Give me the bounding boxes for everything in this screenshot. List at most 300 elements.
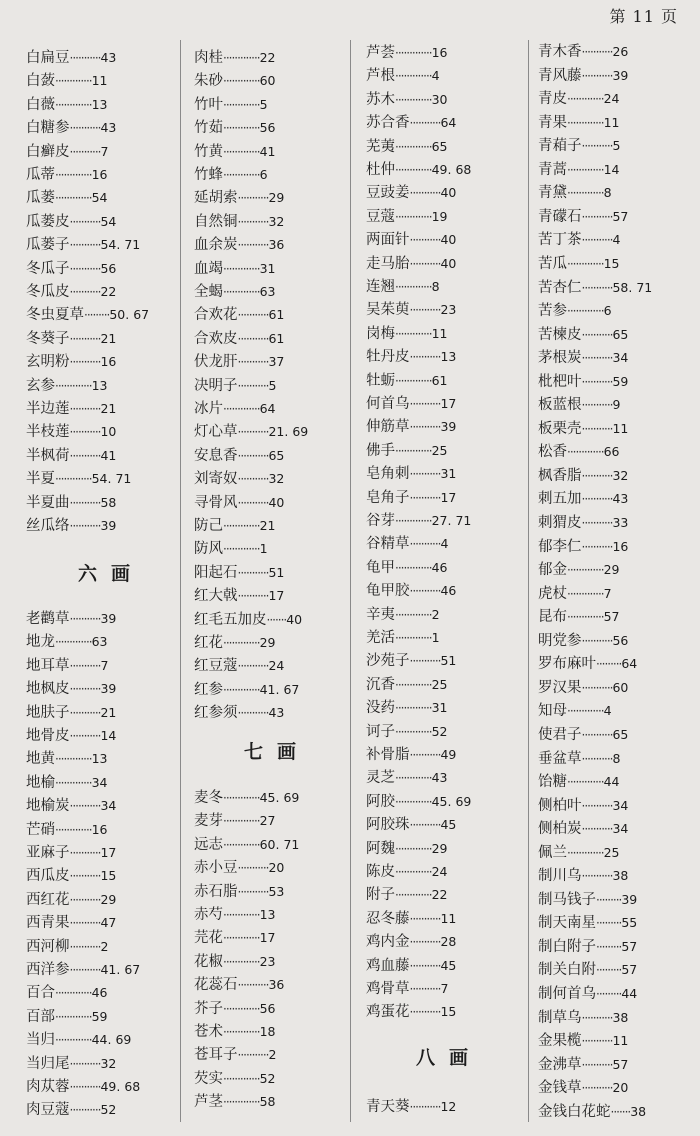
entry-page: 4: [603, 703, 612, 719]
index-column-2: [180, 0, 350, 1136]
leader-dots: ·············: [55, 635, 92, 650]
leader-dots: ·············: [223, 682, 260, 697]
entry-page: 41. 67: [259, 681, 300, 697]
leader-dots: ···········: [409, 303, 441, 318]
entry-page: 13: [259, 907, 276, 922]
entry-name: 佛手: [366, 442, 395, 459]
entry-name: 百部: [26, 1008, 55, 1025]
index-entry: [26, 818, 108, 841]
leader-dots: ···········: [581, 374, 613, 389]
entry-name: 阳起石: [194, 564, 238, 581]
entry-page: 31: [431, 700, 448, 716]
entry-name: 竹叶: [194, 96, 223, 113]
leader-dots: ·········: [596, 916, 622, 931]
leader-dots: ···········: [581, 1010, 613, 1025]
entry-page: 44. 69: [91, 1032, 132, 1048]
leader-dots: ·············: [567, 304, 604, 319]
entry-page: 27: [259, 813, 276, 829]
entry-page: 65: [431, 138, 448, 154]
entry-name: 瓜蒌皮: [26, 213, 70, 230]
entry-name: 侧柏炭: [538, 821, 582, 838]
leader-dots: ·········: [84, 308, 110, 323]
entry-name: 百合: [26, 985, 55, 1002]
leader-dots: ·············: [395, 46, 432, 60]
entry-page: 13: [91, 96, 108, 112]
index-entry: [366, 415, 456, 438]
entry-page: 43: [100, 50, 117, 65]
index-entry: [194, 186, 284, 209]
index-entry: [26, 677, 116, 700]
entry-page: 39: [612, 67, 629, 83]
leader-dots: ···········: [409, 1100, 441, 1114]
entry-name: 西瓜皮: [26, 868, 70, 885]
index-entry: [26, 327, 116, 350]
entry-name: 防风: [194, 541, 223, 558]
leader-dots: ···········: [237, 884, 269, 899]
leader-dots: ···········: [409, 982, 441, 996]
index-entry: [194, 926, 276, 949]
leader-dots: ·············: [223, 791, 260, 805]
index-column-4: [528, 0, 700, 1136]
leader-dots: ·············: [223, 74, 260, 89]
entry-page: 56: [100, 260, 117, 276]
entry-name: 明党参: [538, 632, 582, 649]
entry-name: 阿胶珠: [366, 817, 410, 834]
index-entry: [538, 841, 620, 864]
index-entry: [26, 1098, 116, 1121]
entry-name: 伸筋草: [366, 419, 410, 436]
entry-page: 65: [268, 447, 285, 463]
entry-page: 54. 71: [91, 471, 132, 487]
entry-name: 附子: [366, 887, 395, 904]
index-entry: [366, 135, 448, 158]
entry-name: 昆布: [538, 609, 567, 626]
entry-name: 茅根炭: [538, 350, 582, 367]
leader-dots: ·············: [223, 97, 260, 112]
entry-page: 17: [440, 396, 457, 411]
index-entry: [366, 439, 448, 462]
entry-name: 青皮: [538, 91, 567, 108]
leader-dots: ···········: [409, 818, 441, 833]
leader-dots: ·············: [55, 168, 92, 182]
entry-name: 郁金: [538, 562, 567, 579]
entry-page: 17: [268, 588, 285, 604]
index-entry: [538, 1100, 646, 1123]
entry-page: 5: [259, 96, 268, 112]
index-entry: [538, 982, 637, 1005]
entry-name: 冬葵子: [26, 330, 70, 347]
index-entry: [538, 770, 620, 793]
entry-name: 芦荟: [366, 45, 395, 61]
index-entry: [194, 69, 276, 92]
entry-page: 4: [440, 536, 449, 552]
leader-dots: ·········: [596, 939, 622, 954]
entry-page: 12: [440, 1099, 457, 1114]
leader-dots: ···········: [237, 861, 269, 876]
index-entry: [26, 397, 116, 420]
index-entry: [538, 158, 620, 181]
index-entry: [26, 163, 108, 186]
entry-page: 64: [621, 656, 638, 672]
index-entry: [194, 210, 284, 233]
stroke-count-heading: 六画: [78, 563, 145, 585]
leader-dots: ···········: [69, 121, 101, 136]
index-entry: [194, 233, 284, 256]
entry-name: 吴茱萸: [366, 302, 410, 319]
entry-name: 竹茹: [194, 120, 223, 137]
entry-page: 11: [603, 114, 620, 130]
index-entry: [538, 511, 628, 534]
entry-page: 23: [440, 302, 457, 318]
entry-page: 57: [621, 938, 638, 954]
leader-dots: ·············: [395, 443, 432, 458]
index-entry: [538, 417, 628, 440]
entry-page: 2: [100, 938, 109, 954]
entry-page: 11: [431, 325, 448, 341]
leader-dots: ·············: [223, 51, 260, 65]
entry-page: 15: [603, 255, 620, 271]
entry-name: 地耳草: [26, 657, 70, 674]
entry-page: 34: [91, 774, 108, 790]
entry-name: 西青果: [26, 915, 70, 932]
leader-dots: ···········: [69, 448, 101, 463]
entry-page: 51: [268, 564, 285, 580]
leader-dots: ·············: [55, 986, 92, 1001]
index-entry: [366, 954, 456, 977]
leader-dots: ·············: [223, 144, 260, 159]
index-entry: [194, 880, 284, 903]
leader-dots: ·········: [596, 892, 622, 907]
leader-dots: ·············: [223, 519, 260, 533]
entry-page: 1: [431, 630, 440, 645]
index-entry: [366, 813, 456, 836]
entry-page: 38: [612, 868, 629, 884]
entry-name: 全蝎: [194, 284, 223, 300]
entry-name: 苍耳子: [194, 1047, 238, 1064]
leader-dots: ·········: [596, 963, 622, 978]
entry-name: 赤芍: [194, 907, 223, 923]
index-entry: [26, 654, 108, 677]
index-entry: [366, 275, 440, 298]
entry-name: 寻骨风: [194, 494, 238, 511]
entry-name: 红豆蔻: [194, 658, 238, 675]
entry-name: 白蔹: [26, 73, 55, 90]
leader-dots: ···········: [237, 978, 269, 993]
entry-page: 11: [91, 73, 108, 89]
entry-page: 25: [603, 844, 620, 860]
leader-dots: ···········: [69, 519, 101, 533]
entry-name: 瓜蒌子: [26, 237, 70, 254]
entry-name: 延胡索: [194, 190, 238, 207]
leader-dots: ···········: [237, 238, 269, 253]
index-entry: [366, 1000, 456, 1023]
leader-dots: ···········: [69, 705, 101, 720]
entry-name: 鸡骨草: [366, 981, 410, 997]
entry-name: 板栗壳: [538, 420, 582, 437]
entry-page: 39: [440, 419, 457, 435]
index-entry: [194, 1067, 276, 1090]
entry-page: 46: [440, 583, 457, 599]
index-entry: [194, 701, 284, 724]
entry-page: 31: [259, 260, 276, 276]
entry-page: 26: [612, 44, 629, 59]
index-entry: [366, 298, 456, 321]
entry-name: 苦杏仁: [538, 279, 582, 296]
stroke-count-heading: 八画: [416, 1047, 483, 1069]
entry-page: 9: [612, 397, 621, 413]
entry-page: 56: [259, 1000, 276, 1016]
leader-dots: ·············: [395, 560, 432, 575]
entry-name: 红大戟: [194, 588, 238, 605]
index-entry: [538, 958, 637, 981]
index-entry: [26, 280, 116, 303]
leader-dots: ···········: [581, 492, 613, 507]
leader-dots: ···········: [237, 191, 269, 206]
index-entry: [194, 786, 299, 809]
leader-dots: ·············: [567, 775, 604, 790]
index-entry: [26, 303, 149, 326]
index-entry: [538, 464, 628, 487]
entry-name: 青葙子: [538, 138, 582, 155]
entry-name: 侧柏叶: [538, 797, 582, 814]
entry-page: 49. 68: [431, 162, 472, 177]
index-entry: [194, 467, 284, 490]
entry-page: 29: [100, 891, 117, 907]
index-entry: [538, 582, 612, 605]
entry-page: 34: [100, 798, 117, 814]
leader-dots: ···········: [69, 51, 101, 65]
leader-dots: ·············: [395, 841, 432, 856]
index-entry: [538, 794, 628, 817]
leader-dots: ···········: [581, 280, 613, 295]
index-entry: [538, 747, 620, 770]
index-entry: [366, 88, 448, 111]
index-entry: [194, 973, 284, 996]
entry-page: 55: [621, 915, 638, 931]
leader-dots: ···········: [581, 539, 613, 554]
entry-name: 谷精草: [366, 536, 410, 553]
entry-name: 青风藤: [538, 67, 582, 84]
entry-name: 冬瓜皮: [26, 284, 70, 300]
entry-name: 赤石脂: [194, 883, 238, 900]
leader-dots: ···········: [237, 378, 269, 393]
leader-dots: ···········: [409, 256, 441, 271]
entry-name: 松香: [538, 444, 567, 461]
entry-page: 14: [603, 161, 620, 177]
index-entry: [194, 397, 276, 420]
entry-name: 半枫荷: [26, 447, 70, 464]
leader-dots: ···········: [581, 45, 613, 59]
entry-page: 32: [268, 471, 285, 487]
leader-dots: ·············: [395, 888, 432, 903]
leader-dots: ·············: [567, 92, 604, 107]
index-entry: [366, 649, 456, 672]
entry-page: 16: [91, 167, 108, 182]
entry-page: 8: [431, 279, 440, 294]
leader-dots: ·············: [395, 771, 432, 786]
leader-dots: ···········: [237, 495, 269, 510]
leader-dots: ·············: [55, 822, 92, 837]
leader-dots: ···········: [237, 589, 269, 604]
index-entry: [194, 93, 268, 116]
entry-page: 11: [612, 420, 629, 436]
entry-page: 22: [431, 887, 448, 903]
entry-name: 岗梅: [366, 325, 395, 342]
entry-page: 7: [100, 657, 109, 673]
entry-name: 肉桂: [194, 50, 223, 66]
index-entry: [366, 790, 471, 813]
index-entry: [538, 252, 620, 275]
entry-page: 54: [91, 190, 108, 206]
leader-dots: ·············: [223, 1095, 260, 1110]
entry-name: 红花: [194, 635, 223, 651]
leader-dots: ···········: [69, 355, 101, 370]
entry-name: 合欢皮: [194, 330, 238, 347]
entry-name: 金沸草: [538, 1056, 582, 1073]
index-entry: [538, 676, 628, 699]
leader-dots: ·············: [395, 724, 432, 739]
leader-dots: ···········: [581, 516, 613, 530]
entry-page: 7: [100, 143, 109, 159]
index-entry: [366, 720, 448, 743]
entry-page: 21. 69: [268, 424, 309, 440]
entry-name: 豆豉姜: [366, 185, 410, 202]
index-entry: [538, 393, 620, 416]
index-entry: [366, 462, 456, 485]
index-entry: [194, 678, 299, 701]
entry-page: 16: [612, 538, 629, 554]
leader-dots: ·············: [567, 115, 604, 130]
entry-page: 2: [431, 606, 440, 622]
leader-dots: ···········: [69, 425, 101, 440]
index-entry: [538, 134, 620, 157]
entry-name: 佩兰: [538, 844, 567, 861]
entry-page: 63: [91, 634, 108, 650]
leader-dots: ·············: [567, 704, 604, 719]
leader-dots: ···········: [237, 308, 269, 323]
entry-name: 西河柳: [26, 938, 70, 955]
entry-page: 39: [100, 611, 117, 626]
entry-name: 补骨脂: [366, 747, 410, 763]
leader-dots: ···········: [581, 1057, 613, 1072]
entry-page: 63: [259, 284, 276, 299]
leader-dots: ·············: [223, 1071, 260, 1086]
entry-name: 刺五加: [538, 491, 582, 508]
index-entry: [26, 374, 108, 397]
leader-dots: ···········: [581, 751, 613, 766]
leader-dots: ·············: [55, 752, 92, 767]
entry-name: 苍术: [194, 1024, 223, 1040]
entry-page: 6: [259, 167, 268, 182]
entry-page: 44: [603, 774, 620, 790]
index-entry: [366, 626, 440, 649]
entry-name: 朱砂: [194, 73, 223, 90]
entry-name: 半枝莲: [26, 424, 70, 441]
leader-dots: ·············: [223, 954, 260, 969]
leader-dots: ·········: [596, 657, 622, 672]
leader-dots: ·············: [223, 1025, 260, 1039]
index-entry: [538, 111, 620, 134]
entry-page: 54. 71: [100, 237, 141, 253]
leader-dots: ···········: [409, 116, 441, 131]
entry-page: 57: [603, 609, 620, 625]
entry-name: 远志: [194, 836, 223, 853]
leader-dots: ·············: [395, 139, 432, 154]
entry-page: 45. 69: [431, 793, 472, 809]
entry-name: 红参须: [194, 705, 238, 722]
leader-dots: ···········: [237, 425, 269, 440]
index-entry: [194, 303, 284, 326]
entry-page: 49: [440, 747, 457, 762]
index-entry: [538, 487, 628, 510]
index-entry: [538, 605, 620, 628]
leader-dots: ···········: [409, 397, 441, 411]
entry-name: 苦瓜: [538, 255, 567, 272]
leader-dots: ·············: [395, 794, 432, 809]
index-entry: [538, 440, 620, 463]
entry-name: 青果: [538, 114, 567, 131]
leader-dots: ···········: [69, 682, 101, 697]
entry-page: 56: [259, 120, 276, 136]
entry-page: 43: [431, 770, 448, 786]
index-entry: [26, 841, 116, 864]
leader-dots: ···········: [581, 1034, 613, 1049]
index-entry: [194, 1020, 276, 1043]
leader-dots: ···········: [409, 911, 441, 926]
leader-dots: ···········: [581, 798, 613, 813]
index-entry: [538, 64, 628, 87]
entry-page: 8: [612, 750, 621, 766]
entry-page: 46: [91, 985, 108, 1001]
index-entry: [366, 369, 448, 392]
index-entry: [538, 864, 628, 887]
entry-name: 阿魏: [366, 840, 395, 857]
entry-name: 连翘: [366, 279, 395, 295]
entry-name: 制马钱子: [538, 891, 596, 908]
leader-dots: ·············: [395, 701, 432, 716]
entry-page: 2: [268, 1047, 277, 1063]
entry-page: 60. 71: [259, 836, 300, 852]
entry-page: 32: [268, 213, 285, 229]
entry-name: 白扁豆: [26, 50, 70, 66]
index-entry: [194, 809, 276, 832]
leader-dots: ·············: [223, 1001, 260, 1016]
entry-name: 地枫皮: [26, 681, 70, 698]
index-entry: [538, 40, 628, 63]
entry-name: 郁李仁: [538, 538, 582, 555]
index-entry: [194, 140, 276, 163]
entry-page: 59: [91, 1008, 108, 1024]
entry-name: 冰片: [194, 401, 223, 417]
leader-dots: ···········: [409, 748, 441, 762]
entry-page: 7: [603, 585, 612, 601]
leader-dots: ·············: [395, 326, 432, 341]
entry-page: 22: [259, 50, 276, 65]
entry-page: 36: [268, 237, 285, 253]
index-column-1: [0, 0, 180, 1136]
leader-dots: ·············: [223, 168, 260, 182]
entry-page: 59: [612, 373, 629, 389]
index-entry: [538, 181, 612, 204]
entry-name: 肉豆蔻: [26, 1102, 70, 1119]
entry-page: 58. 71: [612, 279, 653, 295]
index-entry: [194, 491, 284, 514]
index-entry: [366, 205, 448, 228]
leader-dots: ·············: [567, 445, 604, 460]
leader-dots: ·············: [395, 677, 432, 692]
index-entry: [26, 444, 116, 467]
entry-page: 38: [612, 1009, 629, 1025]
